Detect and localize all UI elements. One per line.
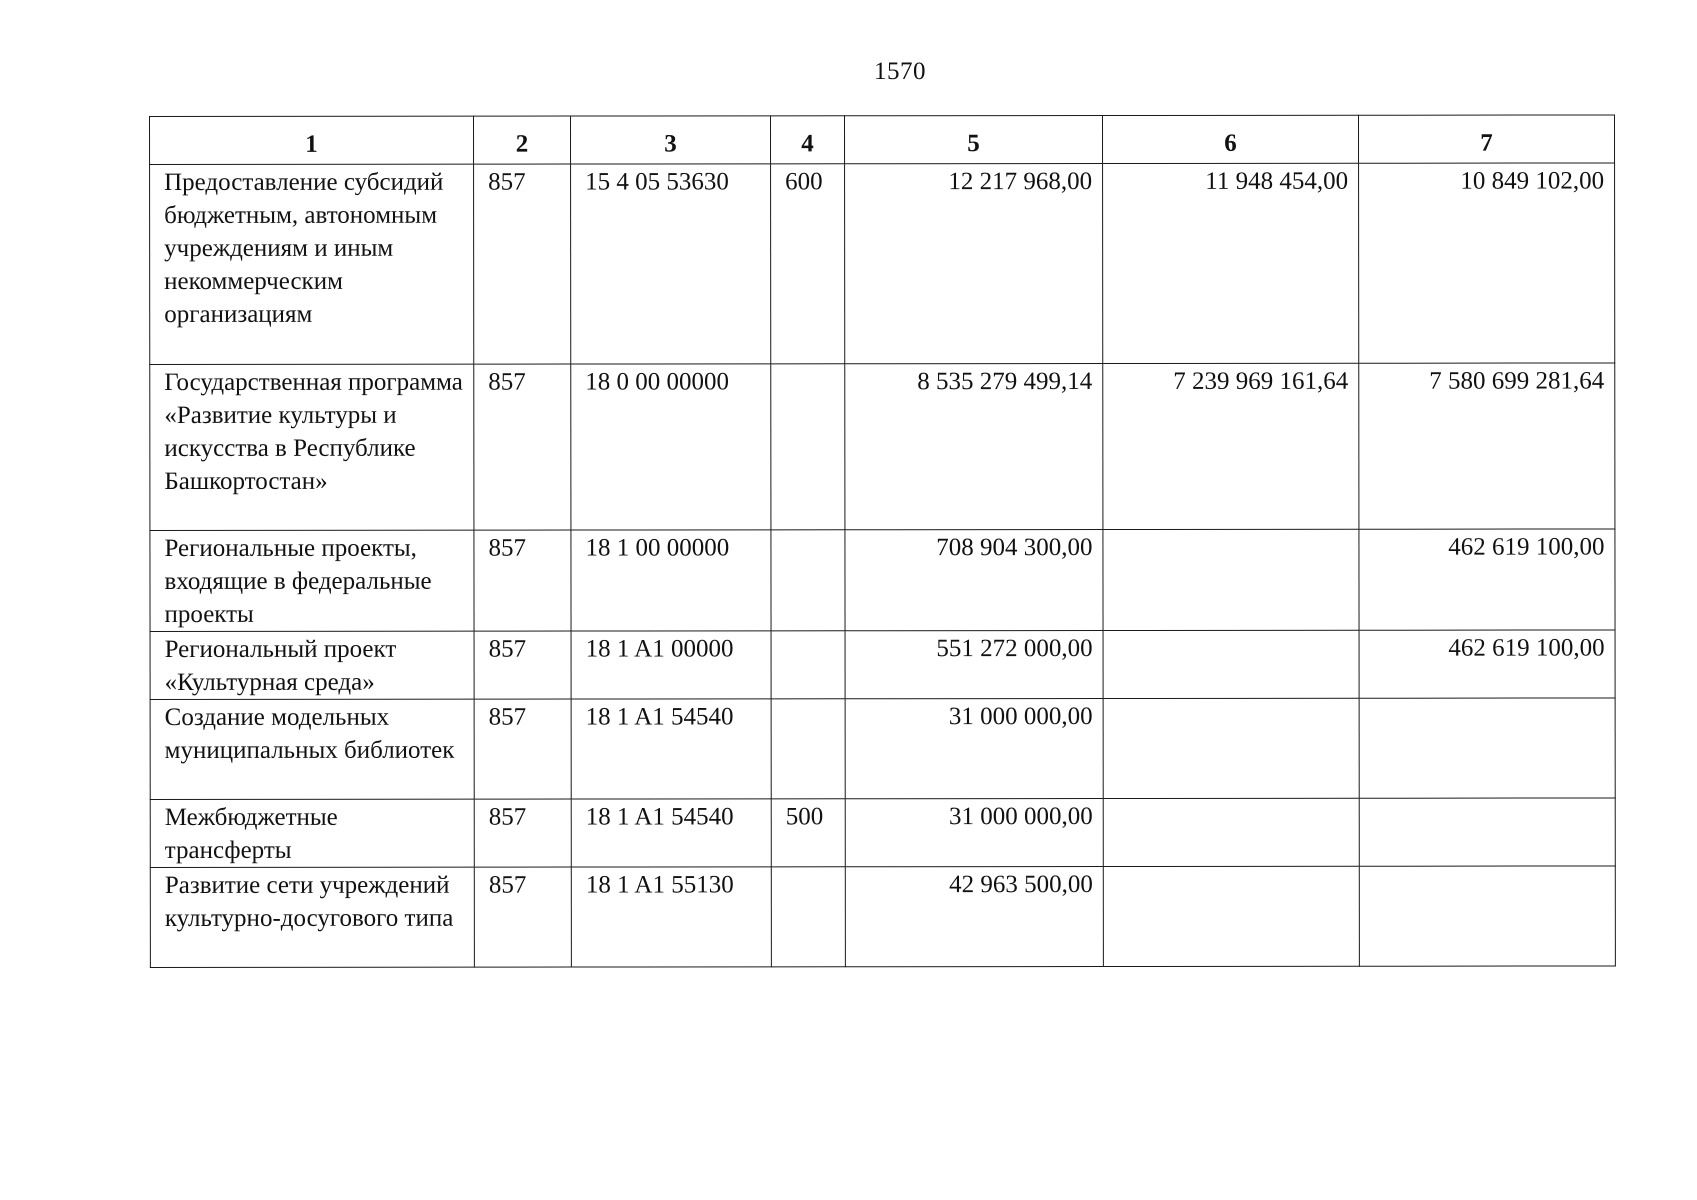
row-target-code: 15 4 05 53630 (571, 164, 771, 364)
row-amount-year3: 462 619 100,00 (1359, 630, 1615, 698)
row-name: Создание модельных муниципальных библиотек (150, 699, 474, 799)
row-ved-code: 857 (474, 867, 571, 967)
row-amount-year3 (1359, 798, 1615, 866)
header-col-2: 2 (474, 116, 571, 164)
table-row (150, 630, 1615, 700)
table-row (150, 866, 1615, 968)
row-name: Межбюджетные трансферты (150, 799, 474, 867)
page-number: 1570 (874, 58, 926, 85)
row-amount-year2 (1103, 698, 1359, 798)
table-row (150, 363, 1615, 531)
row-ved-code: 857 (474, 530, 571, 631)
row-amount-year3: 462 619 100,00 (1359, 529, 1615, 630)
row-expense-type (771, 530, 845, 631)
row-name: Государственная программа «Развитие культуры и искусства в Республике Башкортостан» (150, 364, 474, 530)
row-amount-year3: 10 849 102,00 (1359, 163, 1615, 363)
row-ved-code: 857 (474, 699, 571, 799)
row-name: Региональный проект «Культурная среда» (150, 631, 474, 699)
row-target-code: 18 0 00 00000 (571, 364, 771, 530)
row-amount-year2: 11 948 454,00 (1103, 163, 1359, 363)
row-amount-year1: 31 000 000,00 (845, 699, 1103, 799)
row-amount-year2 (1103, 630, 1359, 698)
budget-table (149, 114, 1616, 968)
row-target-code: 18 1 A1 55130 (571, 867, 771, 967)
row-expense-type (771, 867, 845, 967)
header-col-5: 5 (845, 116, 1103, 164)
row-amount-year2 (1103, 529, 1359, 630)
row-name: Предоставление субсидий бюджетным, автономным учреждениям и иным некоммерческим организациям (150, 164, 474, 364)
row-amount-year3 (1359, 866, 1615, 966)
row-name: Развитие сети учреждений культурно-досугового типа (150, 867, 474, 967)
row-expense-type: 500 (771, 799, 845, 867)
row-ved-code: 857 (474, 631, 571, 699)
row-ved-code: 857 (474, 164, 571, 364)
header-col-7: 7 (1358, 115, 1614, 163)
row-ved-code: 857 (474, 364, 571, 530)
row-amount-year1: 12 217 968,00 (845, 164, 1103, 364)
header-col-4: 4 (771, 116, 845, 164)
row-target-code: 18 1 A1 54540 (571, 699, 771, 799)
row-amount-year1: 551 272 000,00 (845, 631, 1103, 699)
row-amount-year1: 42 963 500,00 (845, 867, 1103, 967)
row-amount-year3 (1359, 698, 1615, 798)
header-col-3: 3 (571, 116, 771, 164)
row-amount-year2: 7 239 969 161,64 (1103, 363, 1359, 529)
row-expense-type (771, 699, 845, 799)
row-amount-year1: 31 000 000,00 (845, 799, 1103, 867)
row-amount-year2 (1103, 866, 1359, 966)
row-target-code: 18 1 A1 00000 (571, 631, 771, 699)
row-target-code: 18 1 A1 54540 (571, 799, 771, 867)
table-row (150, 698, 1615, 800)
header-col-6: 6 (1103, 115, 1359, 163)
row-expense-type (771, 631, 845, 699)
row-amount-year2 (1103, 798, 1359, 866)
row-amount-year1: 708 904 300,00 (845, 530, 1103, 631)
table-row (150, 529, 1615, 632)
header-col-1: 1 (150, 116, 474, 164)
table-row (150, 163, 1615, 365)
row-ved-code: 857 (474, 799, 571, 867)
row-amount-year1: 8 535 279 499,14 (845, 364, 1103, 530)
row-name: Региональные проекты, входящие в федеральные проекты (150, 530, 474, 631)
row-target-code: 18 1 00 00000 (571, 530, 771, 631)
table-row (150, 798, 1615, 868)
row-expense-type: 600 (771, 164, 845, 364)
row-amount-year3: 7 580 699 281,64 (1359, 363, 1615, 529)
row-expense-type (771, 364, 845, 530)
table-header-row (150, 115, 1615, 165)
